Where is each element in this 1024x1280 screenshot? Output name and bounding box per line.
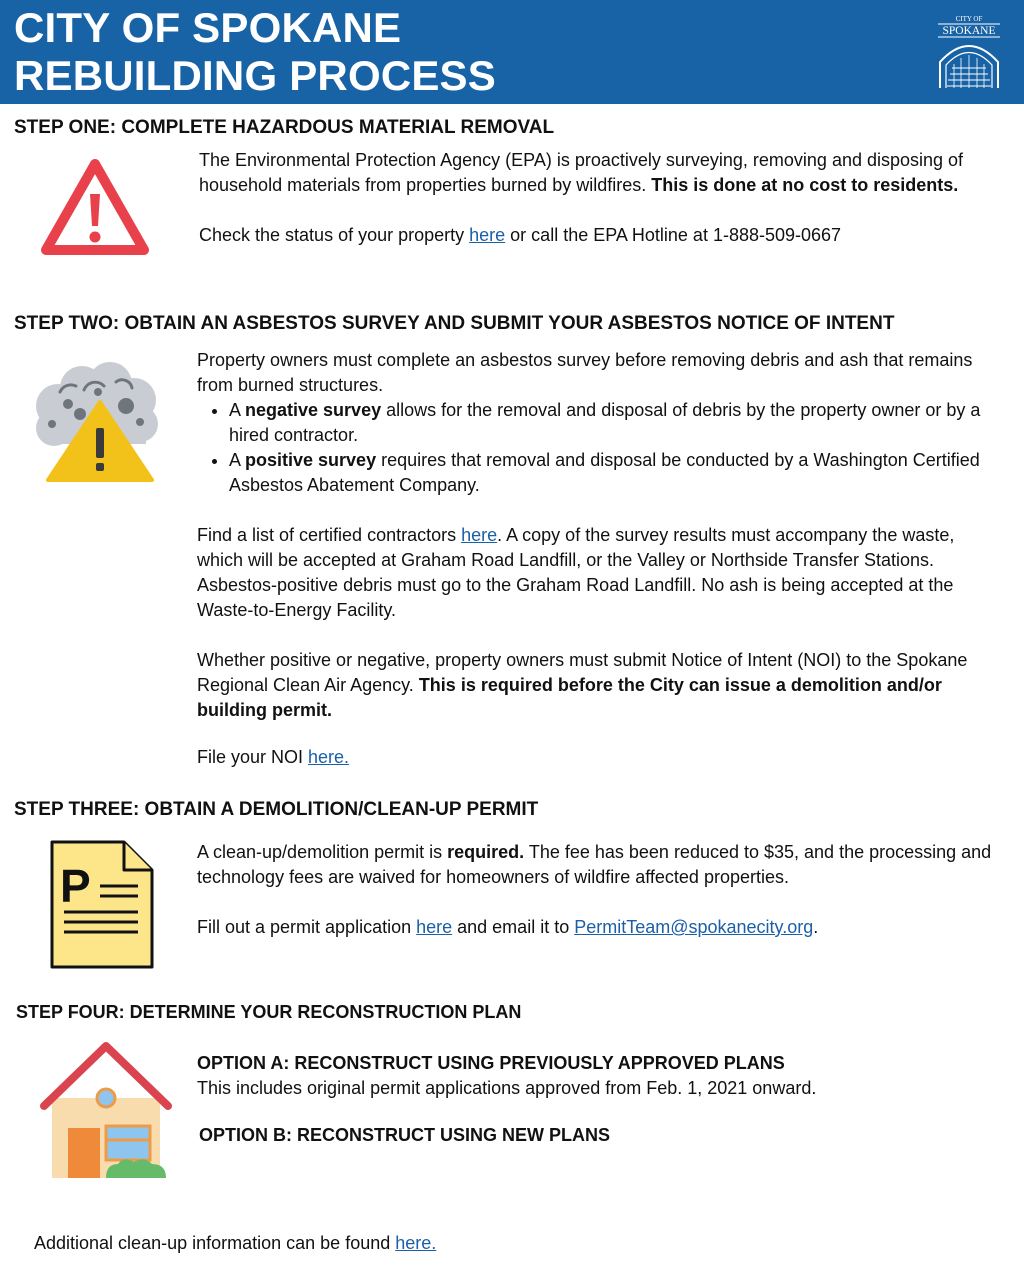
permit-text-pre: A clean-up/demolition permit is	[197, 842, 448, 862]
survey-bullet-list	[197, 398, 1004, 498]
warning-triangle-icon	[36, 154, 154, 260]
list-item	[229, 398, 1004, 448]
step-one-bold-text: This is done at no cost to residents.	[651, 175, 959, 195]
file-noi-link[interactable]: here.	[308, 747, 350, 767]
permit-team-email-link[interactable]: PermitTeam@spokanecity.org	[574, 917, 814, 937]
city-of-spokane-logo	[934, 12, 1004, 94]
permit-application-link[interactable]: here	[416, 917, 453, 937]
logo-text-main: SPOKANE	[942, 25, 996, 37]
house-icon	[40, 1040, 172, 1182]
logo-text-top: CITY OF	[955, 15, 983, 23]
contractors-text-post: . A copy of the survey results must accompany the waste, which will be accepted at Graham Road Landfill, or the Valley or Northside Transfer Stations. Asbestos-positive debris must go to the Graham Road Landfill. No ash is being accepted at the Waste-to-Energy Facility.	[197, 525, 955, 620]
step-two-intro: Property owners must complete an asbestos survey before removing debris and ash that remains from burned structures.	[197, 350, 973, 395]
footer-text: Additional clean-up information can be found	[34, 1233, 396, 1253]
step-three-paragraph-2	[197, 915, 1004, 940]
additional-info-link[interactable]: here.	[395, 1233, 437, 1253]
page-header	[0, 0, 1024, 104]
bullet-1-pre: A	[229, 400, 246, 420]
application-text-post: .	[813, 917, 819, 937]
step-one-text: The Environmental Protection Agency (EPA) is proactively surveying, removing and disposing of household materials from properties burned by wildfires.	[199, 150, 964, 195]
option-a-block	[197, 1051, 1004, 1101]
step-two-body	[197, 348, 1004, 770]
step-two-heading: STEP TWO: OBTAIN AN ASBESTOS SURVEY AND SUBMIT YOUR ASBESTOS NOTICE OF INTENT	[14, 313, 895, 334]
step-three-body	[197, 840, 1004, 940]
step-four-heading: STEP FOUR: DETERMINE YOUR RECONSTRUCTION PLAN	[16, 1002, 522, 1022]
certified-contractors-link[interactable]: here	[461, 525, 498, 545]
step-one-heading: STEP ONE: COMPLETE HAZARDOUS MATERIAL REMOVAL	[14, 117, 555, 138]
application-text-mid: and email it to	[452, 917, 575, 937]
option-b-block	[199, 1123, 1004, 1148]
asbestos-cloud-warning-icon	[30, 362, 162, 484]
permit-letter: P	[60, 860, 91, 912]
file-noi-paragraph	[197, 745, 1004, 770]
required-bold-text: required.	[447, 842, 525, 862]
permit-document-icon	[50, 840, 154, 970]
option-a-text: This includes original permit applications approved from Feb. 1, 2021 onward.	[197, 1078, 817, 1098]
noi-text: Whether positive or negative, property owners must submit Notice of Intent (NOI) to the Spokane Regional Clean Air Agency.	[197, 650, 968, 695]
noi-paragraph	[197, 648, 1004, 723]
noi-bold-text: This is required before the City can issue a demolition and/or building permit.	[197, 675, 942, 720]
permit-text-post: The fee has been reduced to $35, and the processing and technology fees are waived for homeowners of wildfire affected properties.	[197, 842, 992, 887]
positive-survey-label: positive survey	[245, 450, 377, 470]
title-line-2: REBUILDING PROCESS	[14, 52, 496, 99]
step-one-body	[199, 148, 1004, 248]
negative-survey-label: negative survey	[245, 400, 382, 420]
step-one-paragraph-2	[199, 223, 1004, 248]
file-noi-text: File your NOI	[197, 747, 309, 767]
bullet-2-pre: A	[229, 450, 246, 470]
page-title	[14, 4, 496, 100]
title-line-1: CITY OF SPOKANE	[14, 4, 402, 51]
list-item	[229, 448, 1004, 498]
contractors-paragraph	[197, 523, 1004, 623]
step-three-paragraph-1	[197, 840, 1004, 890]
step-one-paragraph-1	[199, 148, 1004, 198]
bullet-2-post: requires that removal and disposal be conducted by a Washington Certified Asbestos Abatement Company.	[229, 450, 980, 495]
bullet-1-post: allows for the removal and disposal of debris by the property owner or by a hired contractor.	[229, 400, 981, 445]
option-b-heading: OPTION B: RECONSTRUCT USING NEW PLANS	[199, 1125, 611, 1145]
property-status-link[interactable]: here	[469, 225, 506, 245]
application-text-pre: Fill out a permit application	[197, 917, 417, 937]
step-three-heading: STEP THREE: OBTAIN A DEMOLITION/CLEAN-UP PERMIT	[14, 799, 539, 820]
option-a-heading: OPTION A: RECONSTRUCT USING PREVIOUSLY APPROVED PLANS	[197, 1053, 785, 1073]
contractors-text-pre: Find a list of certified contractors	[197, 525, 462, 545]
status-text: Check the status of your property	[199, 225, 470, 245]
footer-note	[34, 1231, 994, 1256]
epa-hotline-text: or call the EPA Hotline at 1-888-509-0667	[505, 225, 842, 245]
